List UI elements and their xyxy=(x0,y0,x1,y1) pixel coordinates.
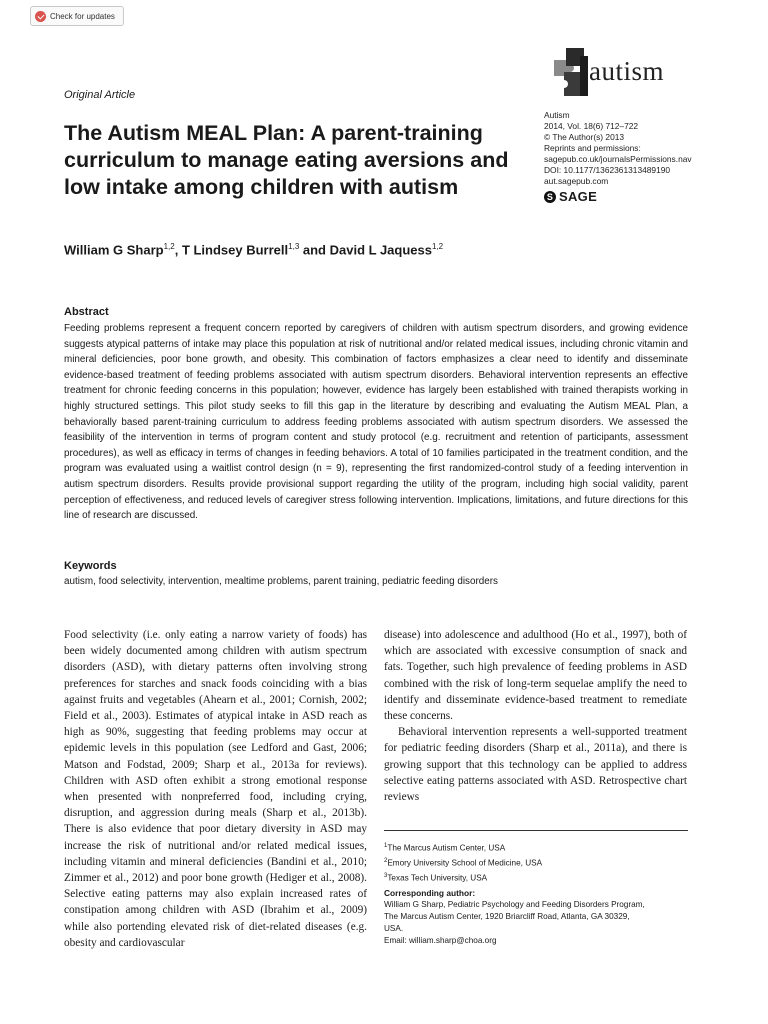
affiliation-item xyxy=(384,855,542,870)
footnote-divider xyxy=(384,830,688,831)
journal-volume: 2014, Vol. 18(6) 712–722 xyxy=(544,121,639,131)
author-name: David L Jaquess xyxy=(329,242,432,258)
body-paragraph: Behavioral intervention represents a well-supported treatment for pediatric feeding disorders (Sharp et al., 2011a), and there is growing support that this technology can be applied to address selective eating patterns associated with ASD. Retrospective chart reviews xyxy=(384,726,687,804)
body-paragraph: disease) into adolescence and adulthood (Ho et al., 1997), both of which are associated with excessive consumption of snack and fats. Together, such high prevalence of feeding problems in ASD combined with the risk of long-term sequelae amplify the need to identify and disseminate evidence-based treatment to remediate these concerns. xyxy=(384,629,687,723)
author-name: William G Sharp xyxy=(64,242,164,258)
corresponding-line: William G Sharp, Pediatric Psychology and Feeding Disorders Program, xyxy=(384,900,645,909)
puzzle-logo-icon xyxy=(552,46,592,98)
author-affiliation-sup: 1,2 xyxy=(163,242,175,251)
article-title: The Autism MEAL Plan: A parent-training curriculum to manage eating aversions and low intake among children with autism xyxy=(64,121,509,199)
affiliation-item xyxy=(384,840,542,855)
keywords-text: autism, food selectivity, intervention, mealtime problems, parent training, pediatric feeding disorders xyxy=(64,576,498,587)
journal-copyright: © The Author(s) 2013 xyxy=(544,132,625,142)
author-separator: and xyxy=(299,242,330,258)
journal-reprints: Reprints and permissions: xyxy=(544,143,641,153)
affiliation-text: The Marcus Autism Center, USA xyxy=(387,843,506,853)
affiliation-number: 1 xyxy=(384,843,388,849)
check-updates-icon xyxy=(35,11,46,22)
journal-logo-text: autism xyxy=(589,56,664,86)
abstract-heading: Abstract xyxy=(64,306,109,318)
abstract-text: Feeding problems represent a frequent concern reported by caregivers of children with autism spectrum disorders, and growing evidence suggests atypical patterns of intake may place this population at risk of nutritional and/or related medical issues, including chronic vitamin and mineral deficiencies, poor bone growth, and obesity. This combination of factors emphasizes a clear need to identify and disseminate evidence-based treatment of feeding problems associated with autism spectrum disorders. Behavioral intervention represents an effective treatment for chronic feeding concerns in this population; however, evidence has largely been established with trained therapists working in highly structured settings. This pilot study seeks to fill this gap in the literature by describing and evaluating the Autism MEAL Plan, a behaviorally based parent-training curriculum to address feeding problems associated with autism spectrum disorders. We assessed the feasibility of the intervention in terms of program content and study protocol (e.g. recruitment and retention of participants, assessment procedures), as well as efficacy in terms of changes in feeding behaviors. A total of 10 families participated in the treatment condition, and the program was evaluated using a waitlist control design (n = 9), representing the first randomized-control study of a feeding intervention in autism spectrum disorders. Results provide provisional support regarding the utility of the program, including high social validity, parent perception of effectiveness, and reduced levels of caregiver stress following intervention. Implications, limitations, and future directions for this line of research are discussed. xyxy=(64,323,688,522)
affiliation-number: 3 xyxy=(384,873,388,880)
publisher-name: SAGE xyxy=(559,189,598,204)
affiliation-text: Emory University School of Medicine, USA xyxy=(387,858,543,868)
body-right-column xyxy=(384,627,687,805)
corresponding-email-link[interactable]: Email: william.sharp@choa.org xyxy=(384,936,497,945)
journal-permissions-link[interactable]: sagepub.co.uk/journalsPermissions.nav xyxy=(544,154,692,164)
affiliations xyxy=(384,840,542,886)
journal-name: Autism xyxy=(544,110,570,120)
affiliation-item xyxy=(384,870,542,885)
corresponding-line: USA. xyxy=(384,924,404,933)
author-affiliation-sup: 1,3 xyxy=(288,242,300,251)
corresponding-line: The Marcus Autism Center, 1920 Briarcliff Road, Atlanta, GA 30329, xyxy=(384,912,630,921)
author-name: T Lindsey Burrell xyxy=(181,242,289,258)
body-left-column: Food selectivity (i.e. only eating a narrow variety of foods) has been widely documented among children with autism spectrum disorders (ASD), with dietary patterns often involving strong preferences for starches and snack foods coinciding with a bias against fruits and vegetables (Ahearn et al., 2001; Cornish, 2002; Field et al., 2003). Estimates of atypical intake in ASD reach as high as 90%, suggesting that feeding problems may occur at epidemic levels in this population (see Ledford and Gast, 2006; Matson and Fodstad, 2009; Sharp et al., 2013a for reviews). Children with ASD often exhibit a strong emotional response when presented with nonpreferred food, including crying, disruption, and aggression during meals (Sharp et al., 2013b). There is also evidence that poor dietary diversity in ASD may increase the risk of nutritional and/or related medical issues, including vitamin and mineral deficiencies (Bandini et al., 2010; Zimmer et al., 2012) and poor bone growth (Hediger et al., 2008). Selective eating patterns may also explain increased rates of constipation among children with ASD (Ibrahim et al., 2009) while also portending elevated risk of diet-related diseases (e.g. obesity and cardiovascular xyxy=(64,629,367,949)
author-affiliation-sup: 1,2 xyxy=(431,242,444,251)
affiliation-text: Texas Tech University, USA xyxy=(387,874,488,884)
check-for-updates-button[interactable] xyxy=(30,6,124,26)
keywords-heading: Keywords xyxy=(64,560,117,572)
journal-meta xyxy=(544,110,692,187)
corresponding-author-heading: Corresponding author: xyxy=(384,888,476,898)
author-list xyxy=(64,242,443,257)
journal-doi[interactable]: DOI: 10.1177/1362361313489190 xyxy=(544,165,671,175)
article-type: Original Article xyxy=(64,89,136,101)
affiliation-number: 2 xyxy=(384,858,388,865)
corresponding-author-details xyxy=(384,899,684,947)
author-separator: , xyxy=(174,242,182,258)
sage-s-icon: S xyxy=(544,191,556,203)
journal-logo xyxy=(552,46,702,98)
check-updates-label: Check for updates xyxy=(50,11,115,21)
publisher-logo xyxy=(544,189,597,204)
journal-website-link[interactable]: aut.sagepub.com xyxy=(544,176,609,186)
